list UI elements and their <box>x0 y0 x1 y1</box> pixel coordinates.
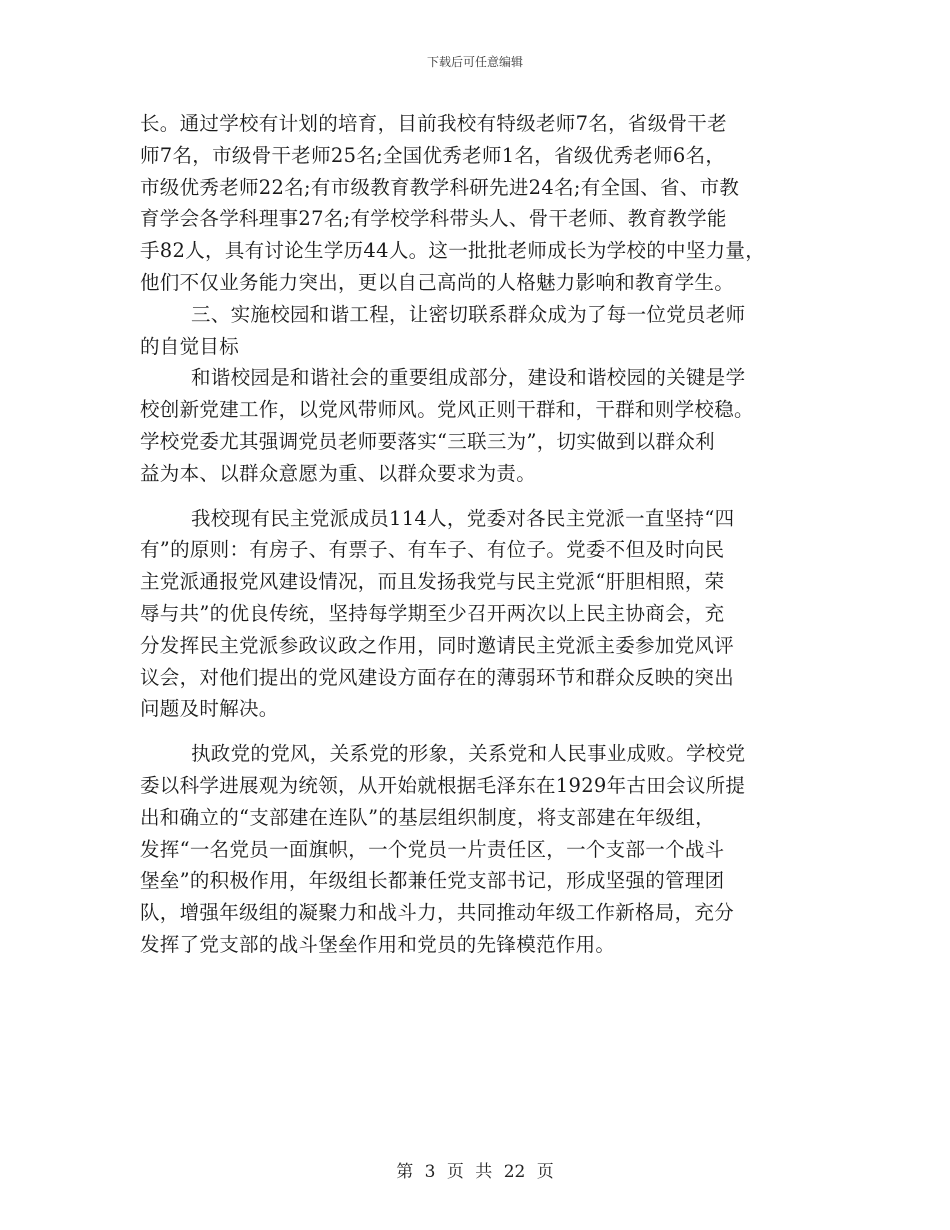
text-line: 主党派通报党风建设情况，而且发扬我党与民主党派“肝胆相照，荣 <box>140 570 725 594</box>
section-heading-line: 的自觉目标 <box>140 334 240 358</box>
page-number-footer: 第 3 页 共 22 页 <box>396 1162 554 1182</box>
paragraph-gap <box>140 490 840 503</box>
text-line: 我校现有民主党派成员114人，党委对各民主党派一直坚持“四 <box>191 506 735 530</box>
text-line: 出和确立的“支部建在连队”的基层组织制度，将支部建在年级组， <box>140 805 715 829</box>
text-line: 市级优秀老师22名;有市级教育教学科研先进24名;有全国、省、市教 <box>140 175 740 199</box>
section-heading-line: 三、实施校园和谐工程，让密切联系群众成为了每一位党员老师 <box>191 302 746 326</box>
text-line: 有”的原则：有房子、有票子、有车子、有位子。党委不但及时向民 <box>140 538 725 562</box>
text-line: 队，增强年级组的凝聚力和战斗力，共同推动年级工作新格局，充分 <box>140 901 735 925</box>
text-line: 发挥“一名党员一面旗帜，一个党员一片责任区，一个支部一个战斗 <box>140 837 725 861</box>
text-line: 手82人，具有讨论生学历44人。这一批批老师成长为学校的中坚力量， <box>140 239 766 263</box>
text-line: 师7名，市级骨干老师25名;全国优秀老师1名，省级优秀老师6名， <box>140 143 726 167</box>
document-body <box>140 108 840 961</box>
text-line: 辱与共”的优良传统，坚持每学期至少召开两次以上民主协商会，充 <box>140 601 725 625</box>
text-line: 委以科学进展观为统领，从开始就根据毛泽东在1929年古田会议所提 <box>140 773 746 797</box>
text-line: 育学会各学科理事27名;有学校学科带头人、骨干老师、教育教学能 <box>140 207 727 231</box>
text-line: 长。通过学校有计划的培育，目前我校有特级老师7名，省级骨干老 <box>140 112 727 135</box>
text-line: 校创新党建工作，以党风带师风。党风正则干群和，干群和则学校稳。 <box>140 398 754 422</box>
text-line: 学校党委尤其强调党员老师要落实“三联三为”，切实做到以群众利 <box>140 429 715 453</box>
text-line: 议会，对他们提出的党风建设方面存在的薄弱环节和群众反映的突出 <box>140 665 735 689</box>
text-line: 执政党的党风，关系党的形象，关系党和人民事业成败。学校党 <box>191 742 746 766</box>
paragraph-gap <box>140 725 840 738</box>
text-line: 发挥了党支部的战斗堡垒作用和党员的先锋模范作用。 <box>140 932 616 956</box>
text-line: 他们不仅业务能力突出，更以自己高尚的人格魅力影响和教育学生。 <box>140 270 735 294</box>
text-line: 和谐校园是和谐社会的重要组成部分，建设和谐校园的关键是学 <box>191 366 746 390</box>
page-header: 下载后可任意编辑 <box>426 55 523 69</box>
text-line: 问题及时解决。 <box>140 697 279 721</box>
text-line: 益为本、以群众意愿为重、以群众要求为责。 <box>140 461 537 485</box>
text-line: 堡垒”的积极作用，年级组长都兼任党支部书记，形成坚强的管理团 <box>140 869 725 893</box>
text-line: 分发挥民主党派参政议政之作用，同时邀请民主党派主委参加党风评 <box>140 633 735 657</box>
